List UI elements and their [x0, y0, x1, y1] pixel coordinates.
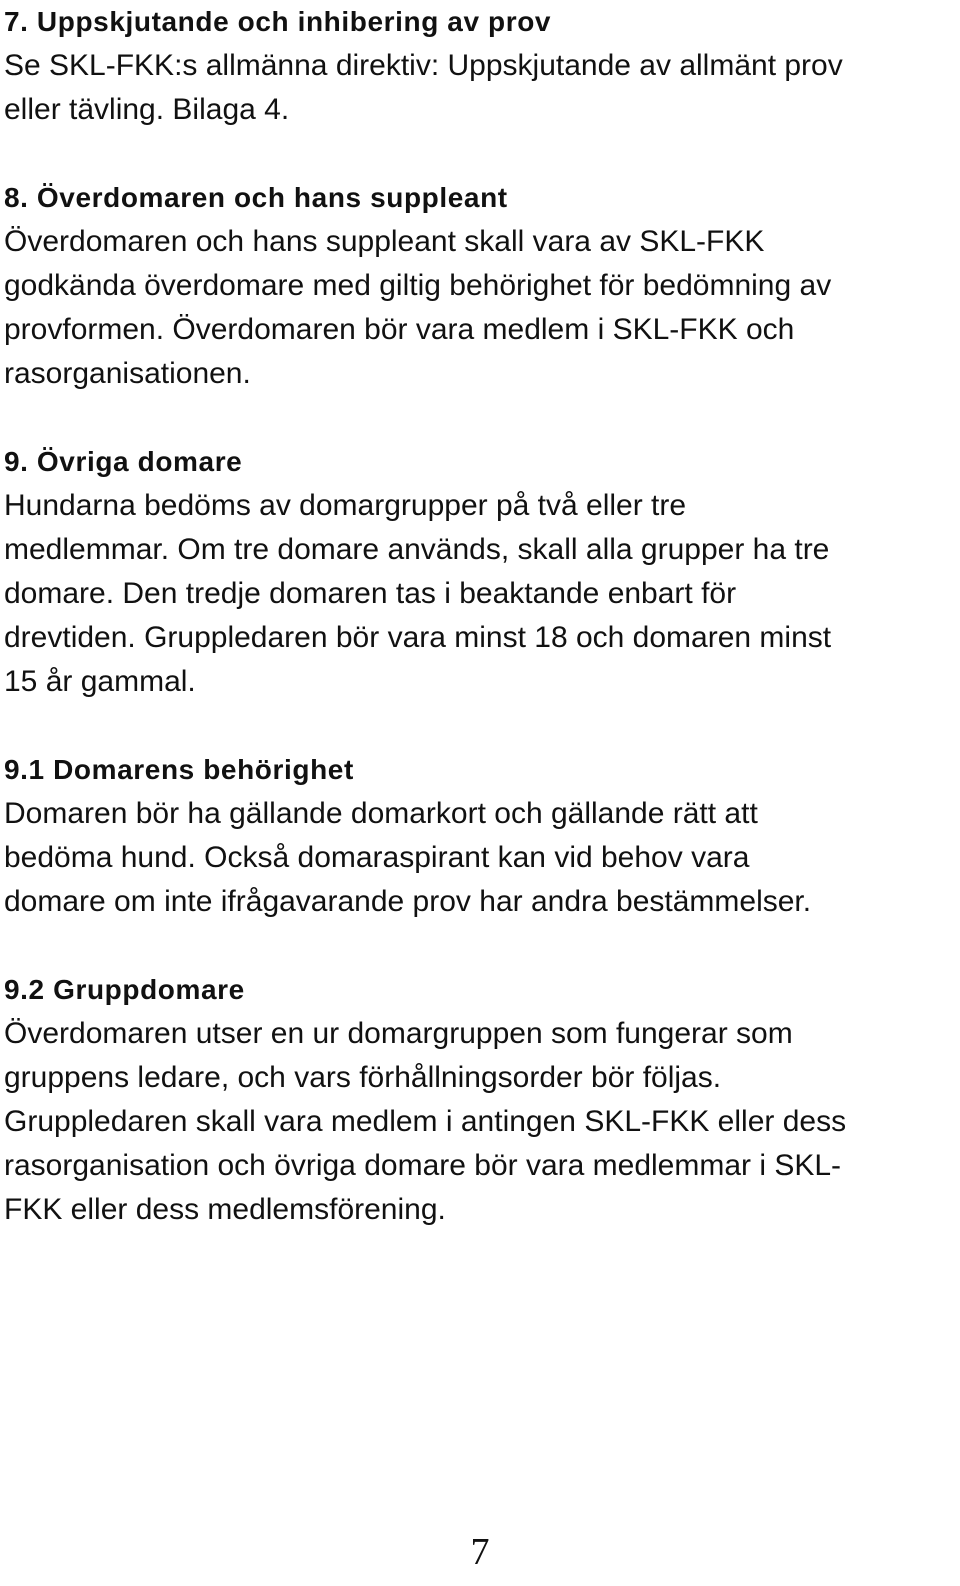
section-body [4, 484, 954, 704]
text-line: Gruppledaren skall vara medlem i antingen SKL-FKK eller dess [4, 1105, 847, 1138]
section-body [4, 220, 954, 396]
text-line: rasorganisationen. [4, 357, 251, 390]
section-spacer [4, 924, 954, 968]
section-heading: 9. Övriga domare [4, 446, 243, 477]
section-heading: 8. Överdomaren och hans suppleant [4, 182, 508, 213]
text-line: bedöma hund. Också domaraspirant kan vid behov vara [4, 841, 750, 874]
text-line: Överdomaren och hans suppleant skall vara av SKL-FKK [4, 225, 765, 258]
section-body [4, 1012, 954, 1232]
section-8 [4, 176, 954, 396]
section-7 [4, 0, 954, 132]
text-line: Se SKL-FKK:s allmänna direktiv: Uppskjutande av allmänt prov [4, 49, 843, 82]
text-line: domare. Den tredje domaren tas i beaktande enbart för [4, 577, 737, 610]
section-body [4, 792, 954, 924]
section-heading: 7. Uppskjutande och inhibering av prov [4, 6, 552, 37]
text-line: drevtiden. Gruppledaren bör vara minst 18 och domaren minst [4, 621, 832, 654]
section-9-1 [4, 748, 954, 924]
page-number: 7 [470, 1531, 490, 1573]
text-line: godkända överdomare med giltig behörighet för bedömning av [4, 269, 832, 302]
text-line: provformen. Överdomaren bör vara medlem i SKL-FKK och [4, 313, 795, 346]
section-spacer [4, 704, 954, 748]
document-page [4, 0, 954, 1232]
text-line: domare om inte ifrågavarande prov har andra bestämmelser. [4, 885, 812, 918]
section-spacer [4, 396, 954, 440]
text-line: Hundarna bedöms av domargrupper på två eller tre [4, 489, 687, 522]
section-heading: 9.2 Gruppdomare [4, 974, 245, 1005]
text-line: eller tävling. Bilaga 4. [4, 93, 290, 126]
text-line: FKK eller dess medlemsförening. [4, 1193, 446, 1226]
section-9-2 [4, 968, 954, 1232]
text-line: medlemmar. Om tre domare används, skall alla grupper ha tre [4, 533, 830, 566]
text-line: Domaren bör ha gällande domarkort och gällande rätt att [4, 797, 758, 830]
text-line: 15 år gammal. [4, 665, 196, 698]
section-9 [4, 440, 954, 704]
text-line: rasorganisation och övriga domare bör vara medlemmar i SKL- [4, 1149, 842, 1182]
section-body [4, 44, 954, 132]
section-heading: 9.1 Domarens behörighet [4, 754, 354, 785]
text-line: gruppens ledare, och vars förhållningsorder bör följas. [4, 1061, 722, 1094]
section-spacer [4, 132, 954, 176]
text-line: Överdomaren utser en ur domargruppen som fungerar som [4, 1017, 793, 1050]
